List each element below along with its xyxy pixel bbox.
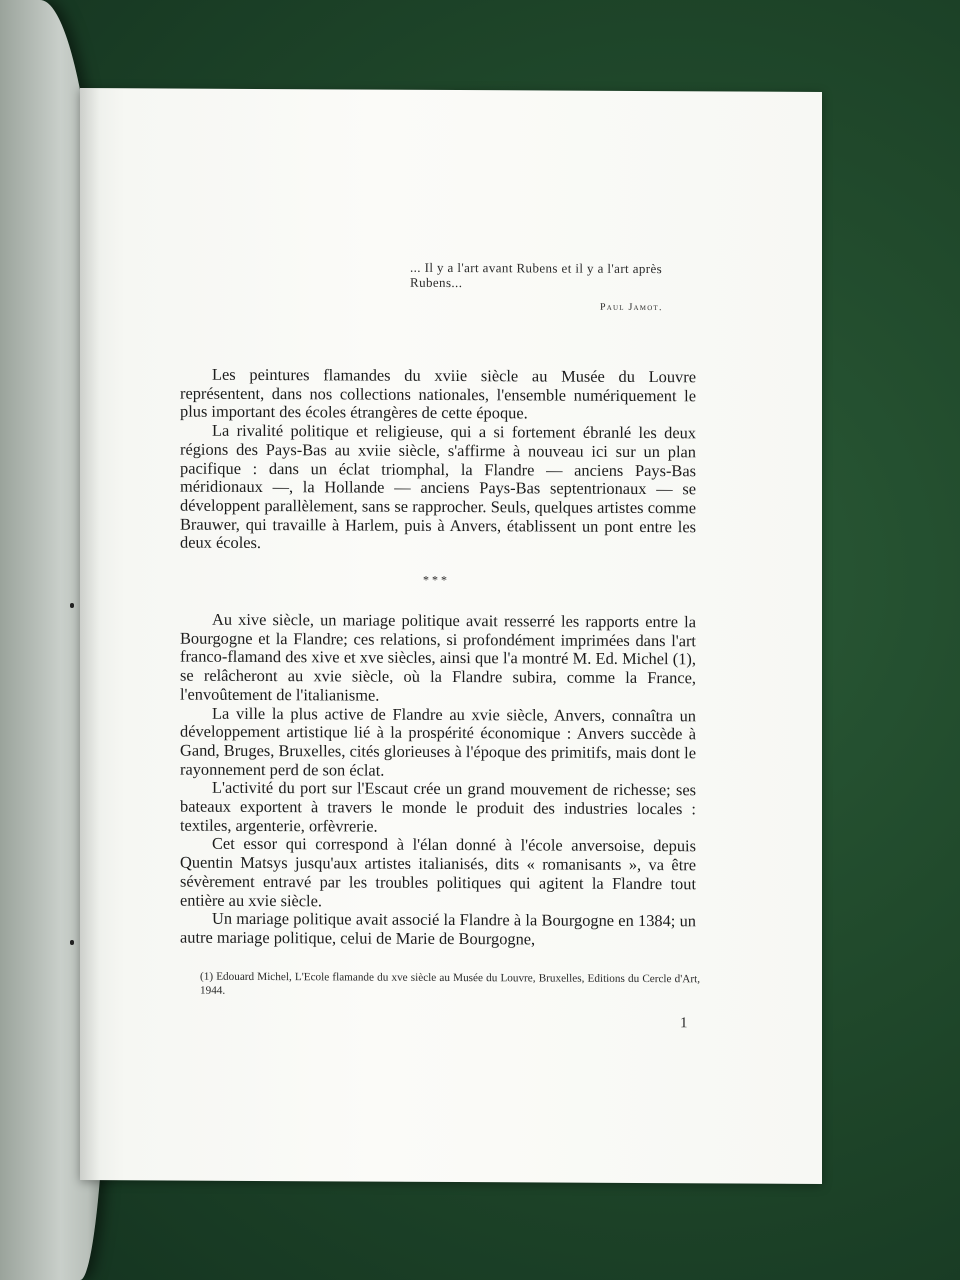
book-page <box>80 88 822 1184</box>
paragraph: Un mariage politique avait associé la Flandre à la Bourgogne en 1384; un autre mariage politique, celui de Marie de Bourgogne, <box>180 908 696 949</box>
page-number: 1 <box>680 1015 688 1032</box>
paragraph: Cet essor qui correspond à l'élan donné à l'école anversoise, depuis Quentin Matsys jusqu'aux artistes italianisés, dits « romanisants », va être sévèrement entravé par les troubles politiques qui agitent la Flandre tout entière au xvie siècle. <box>180 834 696 910</box>
paragraph: La ville la plus active de Flandre au xvie siècle, Anvers, connaîtra un développement artistique lié à la prospérité économique : Anvers succède à Gand, Bruges, Bruxelles, cités glorieuses à l'époque des primitifs, mais dont le rayonnement perd de son éclat. <box>180 703 696 780</box>
page-gutter-shadow <box>80 88 100 1180</box>
main-section <box>180 611 696 950</box>
paragraph: La rivalité politique et religieuse, qui a si fortement ébranlé les deux régions des Pays-Bas au xviie siècle, s'affirme à nouveau ici sur un plan pacifique : dans un éclat triomphal, la Flandre — anciens Pays-Bas méridionaux —, la Hollande — anciens Pays-Bas septentrionaux — se développent parallèlement, sans se rapprocher. Seuls, quelques artistes comme Brauwer, qui travaille à Harlem, puis à Anvers, établissent un pont entre les deux écoles. <box>180 420 696 553</box>
epigraph-author: Paul Jamot. <box>600 301 663 314</box>
paragraph: Au xive siècle, un mariage politique avait resserré les rapports entre la Bourgogne et la Flandre; ces relations, si profondément imprimées dans l'art franco-flamand des xive et xve siècles, ainsi que l'a montré M. Ed. Michel (1), se relâcheront au xvie siècle, où la Flandre subira, comme la France, l'envoûtement de l'italianisme. <box>180 609 696 705</box>
epigraph-quote: ... Il y a l'art avant Rubens et il y a l'art après Rubens... <box>410 259 663 291</box>
intro-section <box>180 366 696 556</box>
page-mark <box>70 940 74 945</box>
section-separator: * * * <box>423 572 447 587</box>
paragraph: L'activité du port sur l'Escaut crée un grand mouvement de richesse; ses bateaux exportent à travers le monde le produit des industries locales : textiles, argenterie, orfèvrerie. <box>180 778 696 836</box>
page-mark <box>70 603 74 608</box>
footnote: (1) Edouard Michel, L'Ecole flamande du xve siècle au Musée du Louvre, Bruxelles, Editions du Cercle d'Art, 1944. <box>200 970 700 997</box>
paragraph: Les peintures flamandes du xviie siècle au Musée du Louvre représentent, dans nos collections nationales, l'ensemble numériquement le plus important des écoles étrangères de cette époque. <box>180 364 696 423</box>
